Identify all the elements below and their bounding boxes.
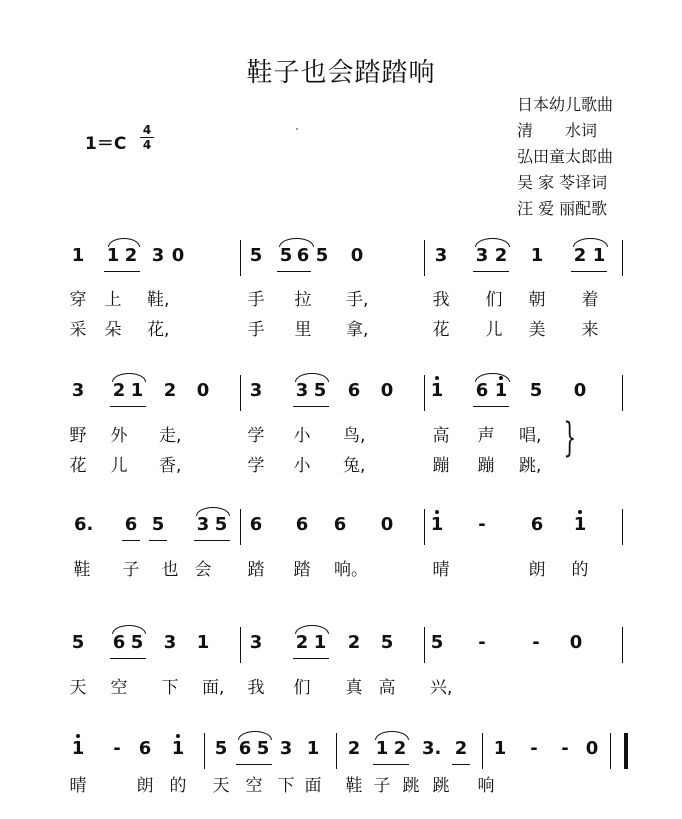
slur	[295, 625, 329, 634]
note	[129, 381, 145, 401]
note	[374, 739, 390, 759]
lyric-syllable: 的	[169, 776, 187, 796]
note	[248, 633, 264, 653]
lyric-syllable: 的	[571, 560, 589, 580]
note	[278, 246, 294, 266]
note	[123, 515, 139, 535]
barline	[424, 509, 425, 545]
lyric-syllable: 学	[247, 426, 265, 446]
credit-translator: 吴 家 苓译词	[517, 173, 608, 192]
eighth-underline	[373, 764, 409, 765]
note-glyph: -	[532, 632, 540, 653]
note-glyph: 1	[573, 514, 587, 535]
lyric-syllable: 朝	[528, 290, 546, 310]
final-barline	[624, 733, 628, 769]
lyric-syllable: 拿,	[346, 320, 369, 340]
note-glyph: 3	[249, 380, 263, 401]
note	[312, 633, 328, 653]
lyric-syllable: 香,	[159, 456, 182, 476]
note-glyph: 1	[313, 632, 327, 653]
lyric-syllable: 朗	[528, 560, 546, 580]
lyric-syllable: 天	[212, 776, 230, 796]
note	[294, 633, 310, 653]
sustain-dash	[474, 515, 490, 535]
lyric-syllable: 采	[69, 320, 87, 340]
note	[294, 381, 310, 401]
note	[453, 739, 469, 759]
barline	[424, 375, 425, 411]
note	[248, 246, 264, 266]
lyric-syllable: 唱,	[519, 426, 542, 446]
lyric-syllable: 鞋	[73, 560, 91, 580]
note-glyph: 0	[569, 632, 583, 653]
repeat-brace: }	[563, 415, 577, 461]
eighth-underline	[293, 658, 329, 659]
lyric-syllable: 高	[378, 678, 396, 698]
note	[429, 633, 445, 653]
note-glyph: 2	[494, 245, 508, 266]
system-4-lyrics-1	[0, 676, 682, 702]
note	[70, 633, 86, 653]
stray-mark	[296, 128, 298, 130]
note-glyph: 2	[163, 380, 177, 401]
slur	[112, 625, 146, 634]
system-5-lyrics-1	[0, 774, 682, 800]
note	[379, 515, 395, 535]
lyric-syllable: 朵	[104, 320, 122, 340]
note	[150, 246, 166, 266]
credit-lyricist: 清 水词	[517, 121, 598, 140]
eighth-underline	[293, 406, 329, 407]
sustain-dash	[528, 633, 544, 653]
slur	[573, 238, 608, 247]
note	[346, 739, 362, 759]
note	[248, 381, 264, 401]
note-glyph: 3.	[422, 738, 442, 759]
lyric-syllable: 外	[110, 426, 128, 446]
note-glyph: 6	[124, 514, 138, 535]
note-glyph: -	[530, 738, 538, 759]
note-glyph: 5	[315, 245, 329, 266]
note	[213, 739, 229, 759]
system-4-notes	[0, 627, 682, 667]
note	[568, 633, 584, 653]
octave-dot	[435, 510, 439, 514]
note-glyph: 6	[295, 514, 309, 535]
slur	[475, 373, 510, 382]
credit-composer: 弘田童太郎曲	[517, 147, 614, 166]
lyric-syllable: 子	[122, 560, 140, 580]
slur	[375, 731, 409, 740]
lyric-syllable: 鸟,	[343, 426, 366, 446]
time-signature-top: 4	[142, 123, 152, 137]
note	[493, 246, 509, 266]
eighth-underline	[104, 271, 140, 272]
lyric-syllable: 我	[432, 290, 450, 310]
note-glyph: 1	[375, 738, 389, 759]
note	[493, 381, 509, 401]
note-glyph: 3	[163, 632, 177, 653]
sustain-dash	[474, 633, 490, 653]
note-glyph: 1	[71, 245, 85, 266]
note	[572, 246, 588, 266]
note-glyph: 1	[71, 738, 85, 759]
note-glyph: 1	[306, 738, 320, 759]
note-glyph: 6	[296, 245, 310, 266]
lyric-syllable: 兴,	[430, 678, 453, 698]
note	[170, 739, 186, 759]
system-3-notes	[0, 509, 682, 549]
lyric-syllable: 兔,	[343, 456, 366, 476]
slur	[475, 238, 510, 247]
slur	[295, 373, 329, 382]
note	[162, 381, 178, 401]
note-glyph: 1	[493, 738, 507, 759]
credits-block	[517, 92, 613, 222]
note-glyph: -	[478, 632, 486, 653]
lyric-syllable: 踏	[293, 560, 311, 580]
barline	[622, 375, 623, 411]
lyric-syllable: 花	[69, 456, 87, 476]
octave-dot	[176, 734, 180, 738]
note-glyph: 3	[295, 380, 309, 401]
note-glyph: 5	[279, 245, 293, 266]
octave-dot	[578, 510, 582, 514]
lyric-syllable: 空	[110, 678, 128, 698]
note-glyph: 6.	[74, 514, 94, 535]
lyric-syllable: 鞋,	[147, 290, 170, 310]
note-glyph: 1	[494, 380, 508, 401]
barline	[622, 627, 623, 663]
note-glyph: 2	[347, 738, 361, 759]
note-glyph: 0	[196, 380, 210, 401]
note	[105, 246, 121, 266]
note-glyph: 1	[430, 514, 444, 535]
octave-dot	[435, 376, 439, 380]
lyric-syllable: 跳	[432, 776, 450, 796]
lyric-syllable: 空	[245, 776, 263, 796]
lyric-syllable: 也	[161, 560, 179, 580]
note-glyph: 5	[214, 738, 228, 759]
lyric-syllable: 穿	[69, 290, 87, 310]
note	[474, 381, 490, 401]
note	[195, 515, 211, 535]
sustain-dash	[109, 739, 125, 759]
note-glyph: 2	[454, 738, 468, 759]
note	[123, 246, 139, 266]
lyric-syllable: 拉	[294, 290, 312, 310]
lyric-syllable: 蹦	[432, 456, 450, 476]
slur	[196, 507, 230, 516]
note-glyph: 5	[214, 514, 228, 535]
slur	[279, 238, 314, 247]
barline	[336, 733, 337, 769]
note-glyph: 2	[347, 632, 361, 653]
note	[70, 246, 86, 266]
system-1-lyrics-2	[0, 318, 682, 344]
time-signature-bottom: 4	[142, 138, 152, 152]
note	[213, 515, 229, 535]
note-glyph: 2	[124, 245, 138, 266]
note-glyph: 6	[112, 632, 126, 653]
note-glyph: 0	[380, 514, 394, 535]
note-glyph: 5	[430, 632, 444, 653]
note	[294, 515, 310, 535]
system-2-lyrics-2	[0, 454, 682, 480]
note-glyph: 1	[530, 245, 544, 266]
note	[429, 515, 445, 535]
lyric-syllable: 手	[247, 290, 265, 310]
note	[295, 246, 311, 266]
lyric-syllable: 美	[528, 320, 546, 340]
note	[474, 246, 490, 266]
note-glyph: 0	[380, 380, 394, 401]
note-glyph: 0	[585, 738, 599, 759]
lyric-syllable: 高	[432, 426, 450, 446]
note-glyph: 6	[138, 738, 152, 759]
lyric-syllable: 里	[294, 320, 312, 340]
note-glyph: 5	[151, 514, 165, 535]
eighth-underline	[149, 540, 167, 541]
note-glyph: 2	[573, 245, 587, 266]
eighth-underline	[473, 406, 509, 407]
note	[314, 246, 330, 266]
note	[170, 246, 186, 266]
credit-origin: 日本幼儿歌曲	[517, 95, 614, 114]
note-glyph: 6	[249, 514, 263, 535]
lyric-syllable: 小	[293, 456, 311, 476]
barline	[622, 240, 623, 276]
slur	[238, 731, 272, 740]
lyric-syllable: 儿	[110, 456, 128, 476]
lyric-syllable: 晴	[69, 776, 87, 796]
song-title: 鞋子也会踏踏响	[246, 58, 436, 88]
note-glyph: 5	[256, 738, 270, 759]
slur	[112, 373, 146, 382]
eighth-underline	[194, 540, 230, 541]
note-glyph: 0	[350, 245, 364, 266]
note	[137, 739, 153, 759]
note	[346, 633, 362, 653]
eighth-underline	[571, 271, 607, 272]
lyric-syllable: 花	[432, 320, 450, 340]
lyric-syllable: 野	[69, 426, 87, 446]
key-signature: 1＝C	[85, 134, 127, 154]
note-glyph: 3	[249, 632, 263, 653]
barline	[622, 509, 623, 545]
lyric-syllable: 们	[293, 678, 311, 698]
note	[591, 246, 607, 266]
eighth-underline	[110, 406, 146, 407]
barline	[240, 240, 241, 276]
barline	[240, 375, 241, 411]
note-glyph: 2	[295, 632, 309, 653]
note	[237, 739, 253, 759]
barline	[240, 509, 241, 545]
note-glyph: 5	[130, 632, 144, 653]
system-5-notes	[0, 733, 682, 773]
note	[278, 739, 294, 759]
note-glyph: 3	[196, 514, 210, 535]
lyric-syllable: 天	[69, 678, 87, 698]
lyric-syllable: 跳,	[519, 456, 542, 476]
lyric-syllable: 手,	[346, 290, 369, 310]
note	[392, 739, 408, 759]
note	[332, 515, 348, 535]
note	[195, 633, 211, 653]
note	[349, 246, 365, 266]
lyric-syllable: 来	[581, 320, 599, 340]
note-glyph: 2	[393, 738, 407, 759]
note	[255, 739, 271, 759]
lyric-syllable: 鞋	[345, 776, 363, 796]
lyric-syllable: 声	[477, 426, 495, 446]
lyric-syllable: 下	[277, 776, 295, 796]
note-glyph: 6	[333, 514, 347, 535]
note-glyph: 5	[313, 380, 327, 401]
note-glyph: 5	[380, 632, 394, 653]
note	[572, 381, 588, 401]
lyric-syllable: 们	[485, 290, 503, 310]
note-glyph: 6	[238, 738, 252, 759]
note-glyph: 5	[249, 245, 263, 266]
note-glyph: 5	[71, 632, 85, 653]
note-glyph: 2	[112, 380, 126, 401]
lyric-syllable: 响	[477, 776, 495, 796]
sustain-dash	[526, 739, 542, 759]
note-glyph: 6	[530, 514, 544, 535]
note-glyph: 1	[171, 738, 185, 759]
note	[529, 246, 545, 266]
note-glyph: 0	[171, 245, 185, 266]
note	[150, 515, 166, 535]
lyric-syllable: 踏	[247, 560, 265, 580]
lyric-syllable: 走,	[159, 426, 182, 446]
octave-dot	[76, 734, 80, 738]
slur	[108, 238, 140, 247]
system-1-lyrics-1	[0, 288, 682, 314]
lyric-syllable: 学	[247, 456, 265, 476]
note	[584, 739, 600, 759]
system-2-lyrics-1	[0, 424, 682, 450]
note-glyph: 1	[430, 380, 444, 401]
note	[312, 381, 328, 401]
note-glyph: 3	[475, 245, 489, 266]
note-glyph: 3	[71, 380, 85, 401]
barline	[424, 627, 425, 663]
note	[162, 633, 178, 653]
note	[111, 633, 127, 653]
barline	[610, 733, 611, 769]
note	[129, 633, 145, 653]
lyric-syllable: 朗	[136, 776, 154, 796]
note-glyph: 6	[347, 380, 361, 401]
note	[429, 381, 445, 401]
system-2-notes	[0, 375, 682, 415]
eighth-underline	[473, 271, 509, 272]
lyric-syllable: 着	[581, 290, 599, 310]
sustain-dash	[557, 739, 573, 759]
note-glyph: 3	[279, 738, 293, 759]
eighth-underline	[277, 271, 311, 272]
lyric-syllable: 小	[293, 426, 311, 446]
note	[346, 381, 362, 401]
note-glyph: 3	[151, 245, 165, 266]
system-3-lyrics-1	[0, 558, 682, 584]
note-glyph: -	[113, 738, 121, 759]
lyric-syllable: 响。	[334, 560, 368, 580]
note	[379, 381, 395, 401]
note-glyph: 0	[573, 380, 587, 401]
note-glyph: 1	[196, 632, 210, 653]
note	[111, 381, 127, 401]
note	[305, 739, 321, 759]
lyric-syllable: 下	[161, 678, 179, 698]
time-signature	[140, 124, 154, 151]
note-glyph: -	[478, 514, 486, 535]
lyric-syllable: 花,	[147, 320, 170, 340]
lyric-syllable: 真	[345, 678, 363, 698]
lyric-syllable: 蹦	[477, 456, 495, 476]
note	[529, 515, 545, 535]
note-glyph: 1	[592, 245, 606, 266]
lyric-syllable: 晴	[432, 560, 450, 580]
system-1-notes	[0, 240, 682, 280]
note	[195, 381, 211, 401]
note-glyph: 1	[106, 245, 120, 266]
note-glyph: 1	[130, 380, 144, 401]
barline	[424, 240, 425, 276]
note	[492, 739, 508, 759]
note-glyph: 6	[475, 380, 489, 401]
eighth-underline	[110, 658, 146, 659]
note	[528, 381, 544, 401]
lyric-syllable: 儿	[485, 320, 503, 340]
note	[422, 738, 442, 759]
lyric-syllable: 会	[194, 560, 212, 580]
lyric-syllable: 面	[304, 776, 322, 796]
note-glyph: 5	[529, 380, 543, 401]
note	[433, 246, 449, 266]
note	[70, 739, 86, 759]
lyric-syllable: 面,	[202, 678, 225, 698]
note	[70, 381, 86, 401]
barline	[240, 627, 241, 663]
note	[248, 515, 264, 535]
note	[74, 514, 94, 535]
note	[379, 633, 395, 653]
lyric-syllable: 手	[247, 320, 265, 340]
lyric-syllable: 我	[247, 678, 265, 698]
credit-arranger: 汪 爱 丽配歌	[517, 199, 608, 218]
note-glyph: 3	[434, 245, 448, 266]
barline	[482, 733, 483, 769]
lyric-syllable: 上	[104, 290, 122, 310]
eighth-underline	[122, 540, 140, 541]
note-glyph: -	[561, 738, 569, 759]
lyric-syllable: 跳	[402, 776, 420, 796]
lyric-syllable: 子	[373, 776, 391, 796]
note	[572, 515, 588, 535]
eighth-underline	[452, 764, 470, 765]
barline	[204, 733, 205, 769]
eighth-underline	[236, 764, 272, 765]
